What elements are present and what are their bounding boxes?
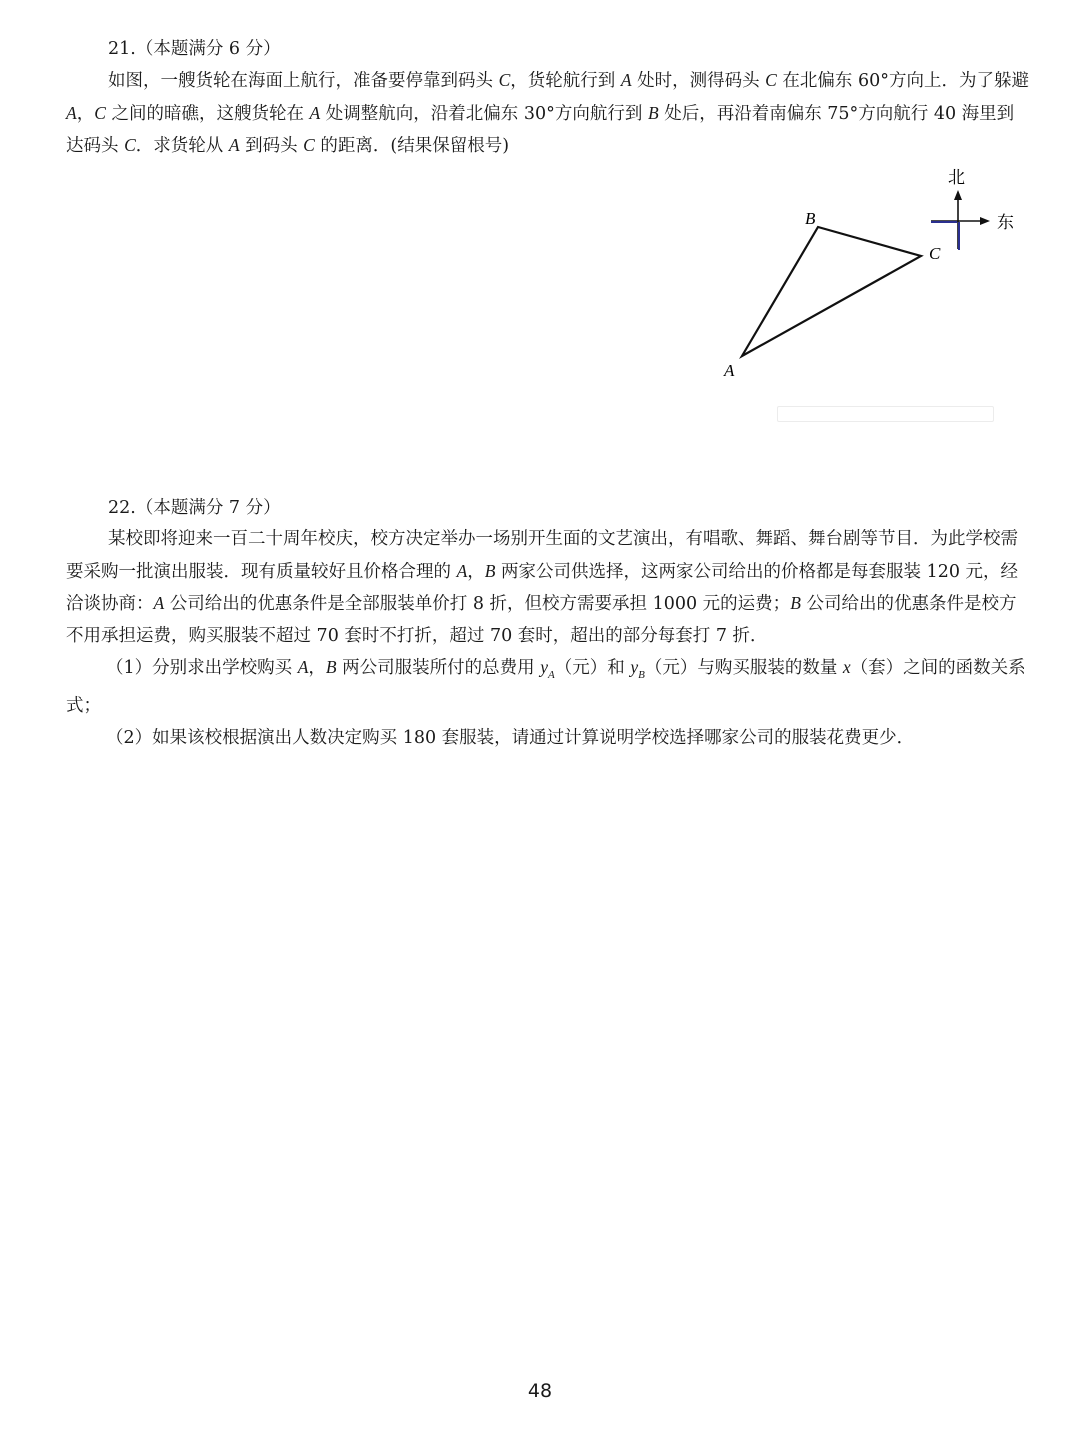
triangle-diagram (700, 160, 1040, 430)
north-label: 北 (948, 168, 965, 188)
text-span: （1）分别求出学校购买 (106, 658, 298, 678)
problem-21 (66, 34, 1030, 163)
text-span: 处调整航向，沿着北偏东 30°方向航行到 (320, 103, 648, 124)
label-c: C (929, 244, 941, 263)
triangle-abc (742, 227, 921, 356)
faint-divider (777, 406, 994, 422)
var-a: A (297, 657, 309, 677)
text-span: 之间的暗礁，这艘货轮在 (105, 103, 310, 124)
subscript-a: A (548, 668, 555, 681)
problem-21-text (66, 65, 1030, 163)
var-b: B (790, 593, 801, 613)
text-span: 到码头 (239, 136, 304, 156)
text-span: （元）和 (554, 658, 631, 678)
var-y: y (630, 657, 639, 677)
var-a: A (66, 102, 77, 123)
problem-22-text (66, 524, 1030, 652)
text-span: ， (76, 103, 95, 124)
var-a: A (228, 135, 240, 155)
var-a: A (456, 560, 468, 581)
label-a: A (724, 361, 735, 380)
text-span: 两家公司供选择，这两家公司给出的价格都是每套服装 120 元，经洽谈协商： (66, 561, 1019, 614)
text-span: （套）之间的函数关系式； (66, 658, 1026, 716)
problem-22 (66, 493, 1030, 754)
problem-22-part-2: （2）如果该校根据演出人数决定购买 180 套服装，请通过计算说明学校选择哪家公司的服装花费更少． (106, 727, 915, 748)
var-b: B (484, 560, 496, 581)
var-a: A (620, 70, 632, 90)
var-c: C (94, 102, 106, 123)
var-a: A (153, 593, 165, 613)
text-span: 某校即将迎来一百二十周年校庆，校方决定举办一场别开生面的文艺演出，有唱歌、舞蹈、舞台剧等节目．为此学校需要采购一批演出服装．现有质量较好且价格合理的 (66, 529, 1018, 582)
text-span: 两公司服装所付的总费用 (336, 658, 541, 678)
text-span: 处后，再沿着南偏东 75°方向航行 40 海里到达码头 (66, 103, 1015, 156)
var-c: C (498, 70, 511, 90)
problem-22-header: 22.（本题满分 7 分） (108, 498, 281, 518)
text-span: ， (467, 561, 485, 582)
text-span: 在北偏东 60°方向上．为了躲避 (776, 71, 1029, 91)
problem-22-part-1 (66, 652, 1030, 723)
triangle-figure (700, 160, 1040, 430)
text-span: ，货轮航行到 (510, 71, 621, 91)
text-span: 如图，一艘货轮在海面上航行，准备要停靠到码头 (108, 71, 499, 91)
var-b: B (325, 657, 337, 677)
var-c: C (124, 135, 136, 155)
label-b: B (805, 209, 816, 228)
subscript-b: B (638, 668, 645, 681)
text-span: ．求货轮从 (135, 136, 229, 156)
var-c: C (303, 135, 315, 155)
var-c: C (765, 70, 777, 90)
var-x: x (842, 657, 851, 677)
var-b: B (647, 102, 659, 123)
text-span: 的距离．(结果保留根号) (314, 136, 510, 156)
compass-icon (931, 190, 990, 250)
text-span: （元）与购买服装的数量 (644, 658, 843, 678)
text-span: 公司给出的优惠条件是全部服装单价打 8 折，但校方需要承担 1000 元的运费； (164, 594, 791, 614)
text-span: 处时，测得码头 (631, 71, 766, 91)
var-a: A (309, 102, 321, 123)
text-span: 公司给出的优惠条件是校方不用承担运费，购买服装不超过 70 套时不打折，超过 70 套时，超出的部分每套打 7 折． (66, 594, 1017, 646)
page-number: 48 (527, 1380, 553, 1402)
var-y: y (540, 657, 549, 677)
text-span: ， (308, 658, 326, 678)
east-label: 东 (997, 213, 1014, 233)
problem-21-header: 21.（本题满分 6 分） (108, 39, 281, 59)
